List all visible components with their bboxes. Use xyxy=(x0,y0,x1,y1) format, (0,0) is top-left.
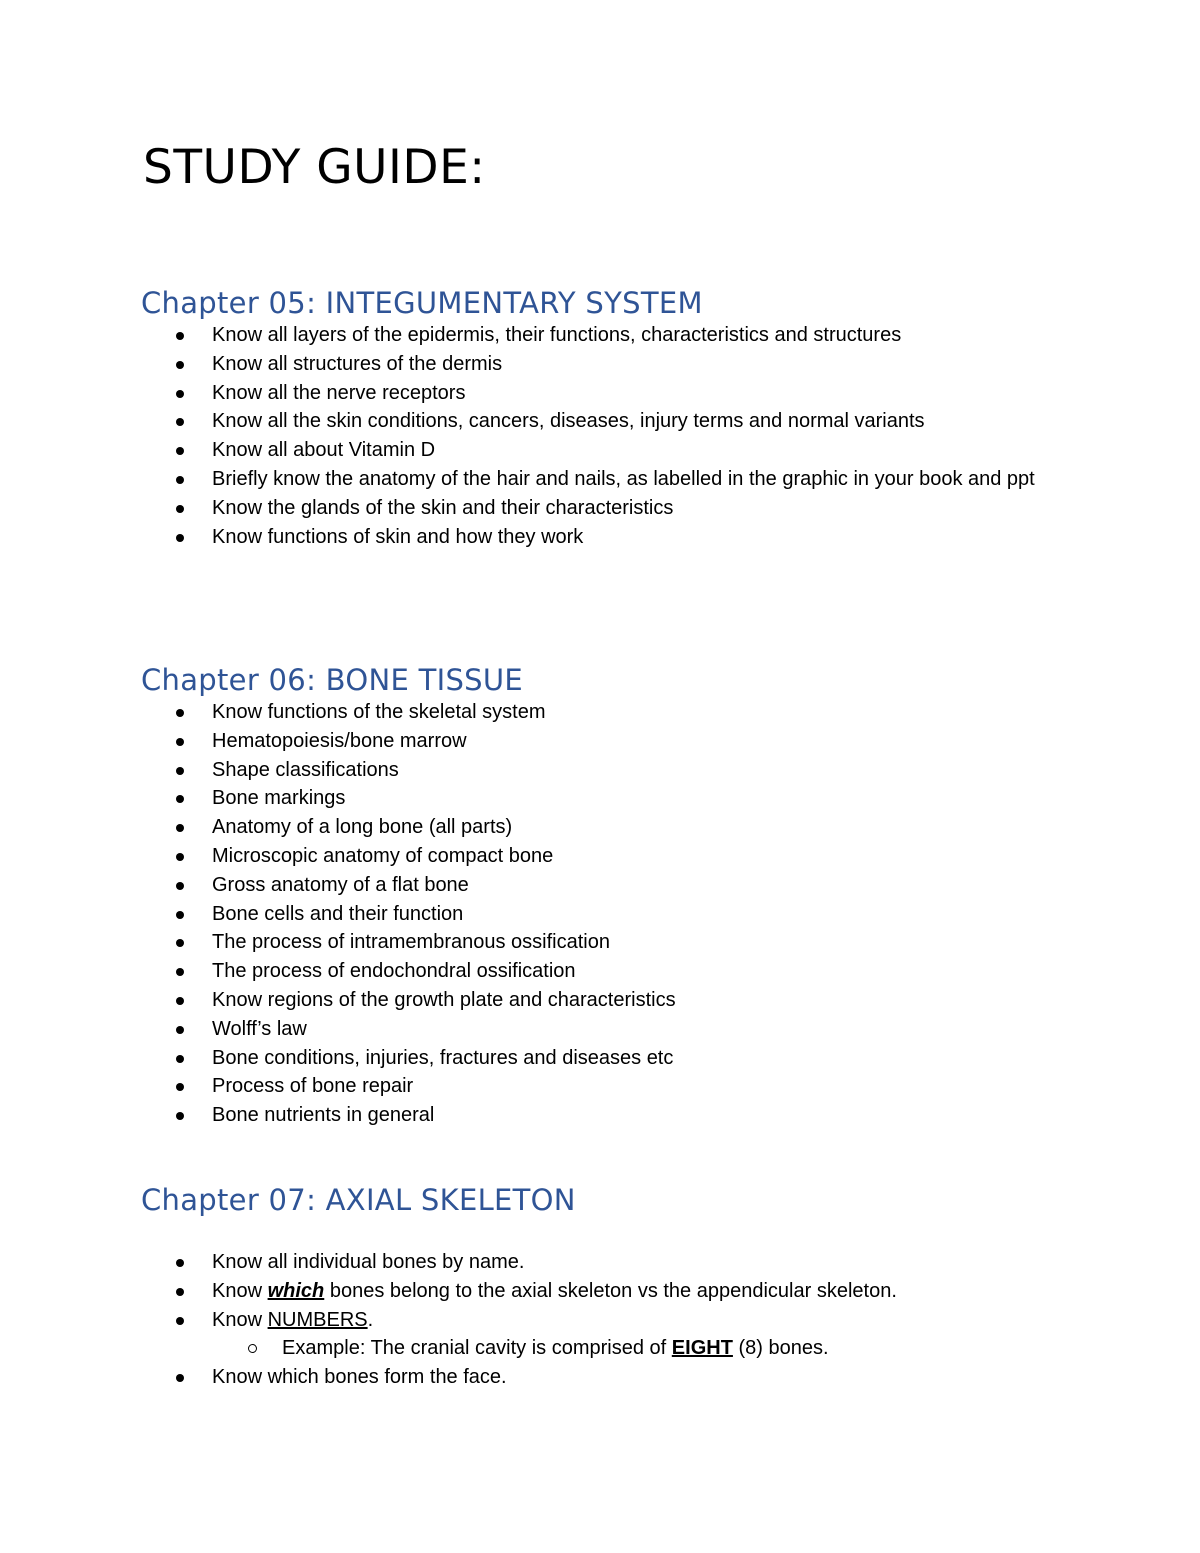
list-item: Bone cells and their function xyxy=(141,900,1042,929)
bullet-icon xyxy=(176,882,184,890)
list-item: Know all the nerve receptors xyxy=(141,379,1042,408)
list-item: Know functions of the skeletal system xyxy=(141,698,1042,727)
bullet-icon xyxy=(176,390,184,398)
chapter-05-heading: Chapter 05: INTEGUMENTARY SYSTEM xyxy=(141,286,703,320)
chapter-07-section xyxy=(141,1182,1141,1392)
chapter-06-section xyxy=(141,662,1141,1130)
bullet-icon xyxy=(176,1288,184,1296)
list-item: Know regions of the growth plate and characteristics xyxy=(141,986,1042,1015)
list-item: Bone nutrients in general xyxy=(141,1101,1042,1130)
document-title: STUDY GUIDE: xyxy=(143,140,486,195)
bullet-icon xyxy=(176,1317,184,1325)
chapter-05-section xyxy=(141,285,1141,551)
list-item: Process of bone repair xyxy=(141,1072,1042,1101)
bullet-icon xyxy=(176,447,184,455)
bullet-icon xyxy=(176,1083,184,1091)
bullet-icon xyxy=(176,824,184,832)
bullet-icon xyxy=(176,968,184,976)
chapter-07-list-continued xyxy=(141,1363,1141,1392)
bullet-icon xyxy=(176,853,184,861)
list-item: Bone markings xyxy=(141,784,1042,813)
chapter-06-heading: Chapter 06: BONE TISSUE xyxy=(141,663,524,697)
bullet-icon xyxy=(176,476,184,484)
bullet-icon xyxy=(176,939,184,947)
list-item: Know functions of skin and how they work xyxy=(141,523,1042,552)
bullet-icon xyxy=(176,795,184,803)
bullet-icon xyxy=(176,997,184,1005)
bullet-icon xyxy=(176,332,184,340)
bullet-icon xyxy=(176,709,184,717)
circle-bullet-icon xyxy=(248,1344,257,1353)
bullet-icon xyxy=(176,1055,184,1063)
list-item: Know which bones belong to the axial skeleton vs the appendicular skeleton. xyxy=(141,1277,1042,1306)
emphasis-numbers: NUMBERS xyxy=(267,1308,368,1331)
bullet-icon xyxy=(176,361,184,369)
list-item: Know all about Vitamin D xyxy=(141,436,1042,465)
chapter-06-list xyxy=(141,698,1141,1130)
list-item: Know which bones form the face. xyxy=(141,1363,1042,1392)
list-item: Microscopic anatomy of compact bone xyxy=(141,842,1042,871)
bullet-icon xyxy=(176,911,184,919)
list-item: Shape classifications xyxy=(141,756,1042,785)
list-item: Wolff’s law xyxy=(141,1015,1042,1044)
list-item: Know the glands of the skin and their characteristics xyxy=(141,494,1042,523)
list-item: Briefly know the anatomy of the hair and nails, as labelled in the graphic in your book and ppt xyxy=(141,465,1042,494)
bullet-icon xyxy=(176,418,184,426)
list-item: Gross anatomy of a flat bone xyxy=(141,871,1042,900)
chapter-07-list xyxy=(141,1248,1141,1334)
list-item: Know all structures of the dermis xyxy=(141,350,1042,379)
bullet-icon xyxy=(176,505,184,513)
emphasis-which: which xyxy=(267,1279,325,1302)
chapter-07-heading: Chapter 07: AXIAL SKELETON xyxy=(141,1183,576,1217)
bullet-icon xyxy=(176,1259,184,1267)
list-item: Know all layers of the epidermis, their functions, characteristics and structures xyxy=(141,321,1042,350)
list-item: The process of endochondral ossification xyxy=(141,957,1042,986)
bullet-icon xyxy=(176,767,184,775)
list-item: The process of intramembranous ossification xyxy=(141,928,1042,957)
bullet-icon xyxy=(176,1026,184,1034)
bullet-icon xyxy=(176,1374,184,1382)
list-item: Anatomy of a long bone (all parts) xyxy=(141,813,1042,842)
list-item: Know NUMBERS. xyxy=(141,1306,1042,1335)
list-item: Know all the skin conditions, cancers, diseases, injury terms and normal variants xyxy=(141,407,1042,436)
bullet-icon xyxy=(176,534,184,542)
bullet-icon xyxy=(176,1112,184,1120)
sub-list-item: Example: The cranial cavity is comprised of EIGHT (8) bones. xyxy=(141,1334,1042,1363)
emphasis-eight: EIGHT xyxy=(671,1337,733,1360)
list-item: Bone conditions, injuries, fractures and diseases etc xyxy=(141,1044,1042,1073)
list-item: Know all individual bones by name. xyxy=(141,1248,1042,1277)
list-item: Hematopoiesis/bone marrow xyxy=(141,727,1042,756)
bullet-icon xyxy=(176,738,184,746)
chapter-07-sublist xyxy=(141,1334,1141,1363)
chapter-05-list xyxy=(141,321,1141,551)
